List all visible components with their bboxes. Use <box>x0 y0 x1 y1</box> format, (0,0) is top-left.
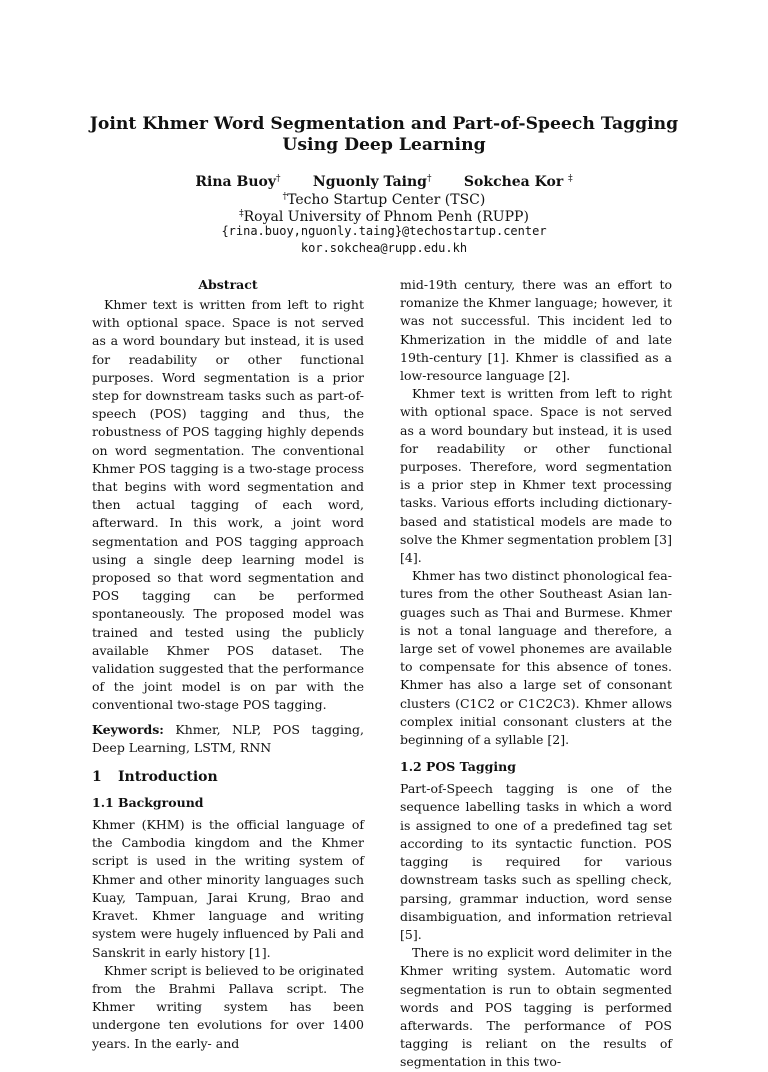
author-2: Nguonly Taing† <box>312 174 432 190</box>
left-column <box>92 276 364 1053</box>
section-heading-introduction: 1 Introduction <box>92 769 218 786</box>
keywords-text: Khmer, NLP, POS tagging, Deep Learning, LSTM, RNN <box>92 721 364 755</box>
background-paragraph-4: Khmer has two distinct phonological features from the other Southeast Asian languages such as Thai and Burmese. Khmer is not a tonal language and therefore, a large set of vowel phonemes are available to compensate for this absence of tones. Khmer has also a large set of consonant clusters (C1C2 or C1C2C3). Khmer allows complex initial consonant clusters at the beginning of a syllable [2]. <box>400 568 672 748</box>
subsection-heading-pos-tagging: 1.2 POS Tagging <box>400 759 516 775</box>
pos-paragraph-1: Part-of-Speech tagging is one of the sequence labelling tasks in which a word is assigned to one of a predefined tag set according to its syntactic function. POS tagging is required for various downstream tasks such as spelling check, parsing, grammar induction, word sense disambiguation, and information retrieval [5]. <box>400 781 672 942</box>
background-paragraph-1: Khmer (KHM) is the official language of the Cambodia kingdom and the Khmer script is used in the writing system of Khmer and other minority languages such Kuay, Tampuan, Jarai Krung, Brao and Kravet. Khmer language and writing system were hugely influenced by Pali and Sanskrit in early history [1]. <box>92 817 364 960</box>
affiliation-1: †Techo Startup Center (TSC) <box>282 192 486 208</box>
right-column <box>400 276 672 1072</box>
author-1: Rina Buoy† <box>195 174 281 190</box>
background-paragraph-2-cont: mid-19th century, there was an effort to romanize the Khmer language; however, it was not successful. This incident led to Khmerization in the middle of and late 19th-century [1]. Khmer is classified as a low-resource language [2]. <box>400 277 672 384</box>
title-line-2: Using Deep Learning <box>282 135 486 155</box>
keywords <box>92 721 364 757</box>
author-list <box>60 171 708 191</box>
title-line-1: Joint Khmer Word Segmentation and Part-of-Speech Tagging <box>89 114 679 134</box>
abstract-text: Khmer text is written from left to right with optional space. Space is not served as a word boundary but instead, it is used for readability or other functional purposes. Word segmentation is a prior step for downstream tasks such as part-of-speech (POS) tagging and thus, the robustness of POS tagging highly depends on word segmentation. The conventional Khmer POS tagging is a two-stage process that begins with word segmentation and then actual tagging of each word, afterward. In this work, a joint word segmentation and POS tagging approach using a single deep learning model is proposed so that word segmentation and POS tagging can be performed spontaneously. The proposed model was trained and tested using the publicly available Khmer POS dataset. The validation suggested that the performance of the joint model is on par with the conventional two-stage POS tagging. <box>92 297 364 713</box>
background-paragraph-2: Khmer script is believed to be originated from the Brahmi Pallava script. The Khmer writing system has been undergone ten evolutions for over 1400 years. In the early- and <box>92 962 364 1051</box>
email-line-1: {rina.buoy,nguonly.taing}@techostartup.center <box>221 224 547 238</box>
pos-paragraph-2: There is no explicit word delimiter in the Khmer writing system. Automatic word segmentation is run to obtain segmented words and POS tagging is performed afterwards. The performance of POS tagging is reliant on the results of segmentation in this two- <box>400 945 672 1070</box>
keywords-label: Keywords: <box>92 721 164 737</box>
paper-title <box>60 114 708 156</box>
email-line-2: kor.sokchea@rupp.edu.kh <box>300 241 468 255</box>
abstract-heading: Abstract <box>198 277 258 292</box>
background-paragraph-3: Khmer text is written from left to right with optional space. Space is not served as a word boundary but instead, it is used for readability or other functional purposes. Therefore, word segmentation is a prior step in Khmer text processing tasks. Various efforts including dictionary-based and statistical models are made to solve the Khmer segmentation problem [3][4]. <box>400 386 672 566</box>
author-3: Sokchea Kor ‡ <box>463 174 573 190</box>
affiliation-2: ‡Royal University of Phnom Penh (RUPP) <box>239 209 529 225</box>
subsection-heading-background: 1.1 Background <box>92 795 204 811</box>
